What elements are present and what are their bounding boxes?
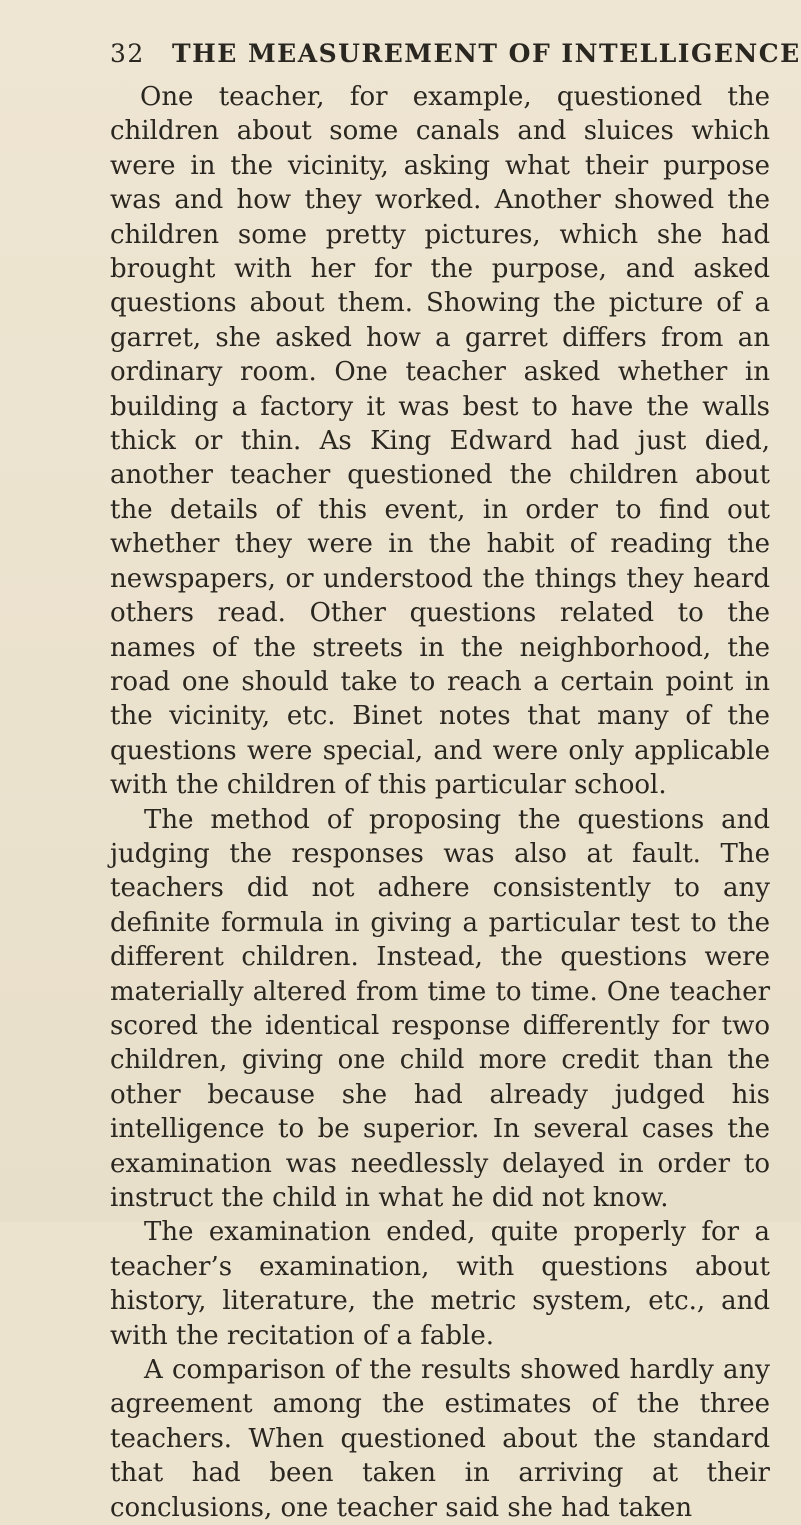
page-number: 32 bbox=[110, 39, 145, 68]
paragraph: A comparison of the results showed hardly any agreement among the estimates of the three teachers. When questioned about the standard that had been taken in arriving at their conclusions, one teacher said she had taken bbox=[110, 1355, 770, 1523]
paragraph: One teacher, for example, questioned the children about some canals and sluices which were in the vicinity, asking what their purpose was and how they worked. Another showed the children some pretty pictures, which she had brought with her for the purpose, and asked questions about them. Showing the picture of a garret, she asked how a garret differs from an ordinary room. One teacher asked whether in building a factory it was best to have the walls thick or thin. As King Edward had just died, another teacher questioned the children about the details of this event, in order to find out whether they were in the habit of reading the newspapers, or understood the things they heard others read. Other questions related to the names of the streets in the neighborhood, the road one should take to reach a certain point in the vicinity, etc. Binet notes that many of the questions were special, and were only applicable with the children of this particular school. bbox=[110, 82, 770, 801]
running-title: THE MEASUREMENT OF INTELLIGENCE bbox=[172, 39, 801, 68]
paragraph: The method of proposing the questions and judging the responses was also at fault. The teachers did not adhere consistently to any definite formula in giving a particular test to the different children. Instead, the questions were materially altered from time to time. One teacher scored the identical response differently for two children, giving one child more credit than the other because she had already judged his intelligence to be superior. In several cases the examination was needlessly delayed in order to instruct the child in what he did not know. bbox=[110, 804, 770, 1213]
paragraph: The examination ended, quite properly for a teacher’s examination, with questions about history, literature, the metric system, etc., and with the recitation of a fable. bbox=[110, 1217, 770, 1351]
page-header bbox=[110, 36, 801, 72]
body-text bbox=[110, 80, 770, 1525]
